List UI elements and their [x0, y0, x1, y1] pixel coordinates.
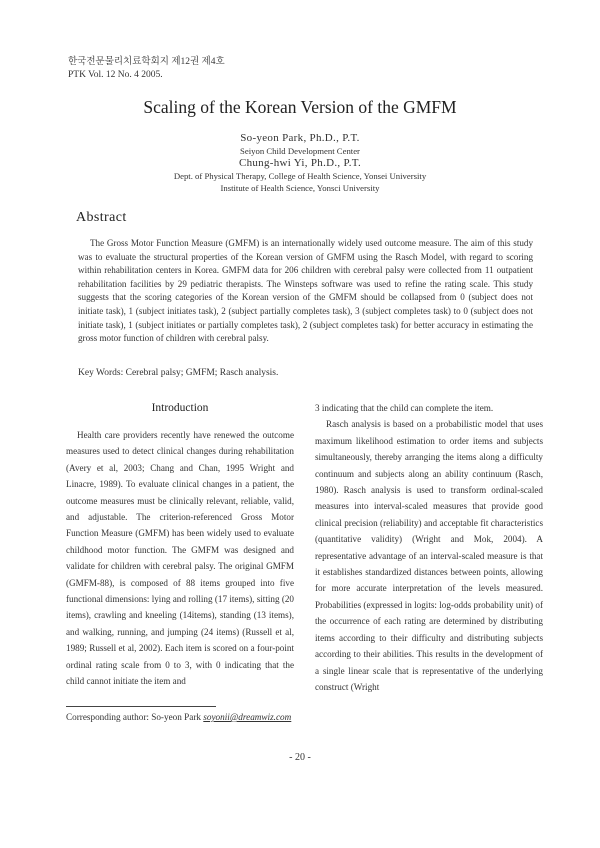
author-1-name: So-yeon Park, Ph.D., P.T.	[240, 132, 360, 144]
corresponding-email-link[interactable]: soyonii@dreamwiz.com	[203, 712, 292, 722]
footnote	[66, 712, 291, 722]
abstract-heading: Abstract	[76, 210, 127, 225]
author-2-affiliation-1: Dept. of Physical Therapy, College of Health Science, Yonsei University	[173, 171, 427, 181]
paper-title: Scaling of the Korean Version of the GMFM	[143, 97, 457, 117]
footnote-label: Corresponding author: So-yeon Park	[66, 712, 204, 722]
journal-header	[68, 56, 225, 82]
author-block	[0, 132, 600, 194]
page-number: - 20 -	[289, 752, 311, 763]
introduction-paragraph-2: Rasch analysis is based on a probabilistic model that uses maximum likelihood estimation to order items and subjects simultaneously, thereby arranging the items along a difficulty continuum and subjects along an ability continuum (Rasch, 1980). Rasch analysis is used to transform ordinal-scaled measures into interval-scaled measures that provide good clinical precision (reliability) and acceptable fit characteristics (quantitative validity) (Wright and Mok, 2004). A representative advantage of an interval-scaled measure is that it establishes standardized distances between points, allowing for more accurate interpretation of the levels measured. Probabilities (expressed in logits: log-odds probability unit) of the occurrence of each rating are determined by distributing items according to their difficulty and distributing subjects according to their abilities. This results in the development of a single linear scale that is representative of the underlying construct (Wright	[315, 419, 543, 692]
journal-title-korean: 한국전문물리치료학회지 제12권 제4호	[68, 57, 225, 67]
keywords: Key Words: Cerebral palsy; GMFM; Rasch analysis.	[78, 368, 279, 378]
introduction-heading: Introduction	[151, 402, 209, 414]
introduction-paragraph-1-continued: 3 indicating that the child can complete the item.	[315, 403, 494, 413]
introduction-paragraph-1: Health care providers recently have renewed the outcome measures used to detect clinical changes during rehabilitation (Avery et al, 2003; Chang and Chan, 1995 Wright and Linacre, 1989). To evaluate clinical changes in a patient, the outcome measures must be clinically relevant, reliable, valid, and adjustable. The criterion-referenced Gross Motor Function Measure (GMFM) has been widely used to evaluate childhood motor function. The GMFM was designed and validate for children with cerebral palsy. The original GMFM (GMFM-88), is composed of 88 items grouped into five functional dimensions: lying and rolling (17 items), sitting (20 items), crawling and kneeling (14items), standing (13 items), and walking, running, and jumping (24 items) (Russell et al, 1989; Russell et al, 2002). Each item is scored on a four-point ordinal rating scale from 0 to 3, with 0 indicating that the child cannot initiate the item and	[66, 430, 294, 687]
author-2-affiliation-2: Institute of Health Science, Yonsci University	[220, 183, 380, 193]
right-column	[315, 400, 543, 695]
author-1-affiliation: Seiyon Child Development Center	[240, 146, 360, 156]
author-2-name: Chung-hwi Yi, Ph.D., P.T.	[238, 157, 362, 169]
abstract-text: The Gross Motor Function Measure (GMFM) is an internationally widely used outcome measure. The aim of this study was to evaluate the structural properties of the Korean version of GMFM using the Rasch Model, with regard to scoring within rehabilitation centers in Korea. GMFM data for 206 children with cerebral palsy were collected from 11 outpatient rehabilitation facilities by 29 pediatric therapists. The Winsteps software was used to refine the rating scale. This study suggests that the scoring categories of the Korean version of the GMFM should be collapsed from 0 (subject does not initiate task), 1 (subject initiates task), 2 (subject partially completes task), 3 (subject completes task) to 0 (subject does not initiate task), 1 (subject initiates or partially completes task), 2 (subject completes task) for better accuracy in estimating the gross motor function of children with cerebral palsy.	[78, 238, 533, 344]
footnote-divider	[66, 706, 216, 707]
journal-volume: PTK Vol. 12 No. 4 2005.	[68, 70, 163, 80]
left-column	[66, 400, 294, 690]
